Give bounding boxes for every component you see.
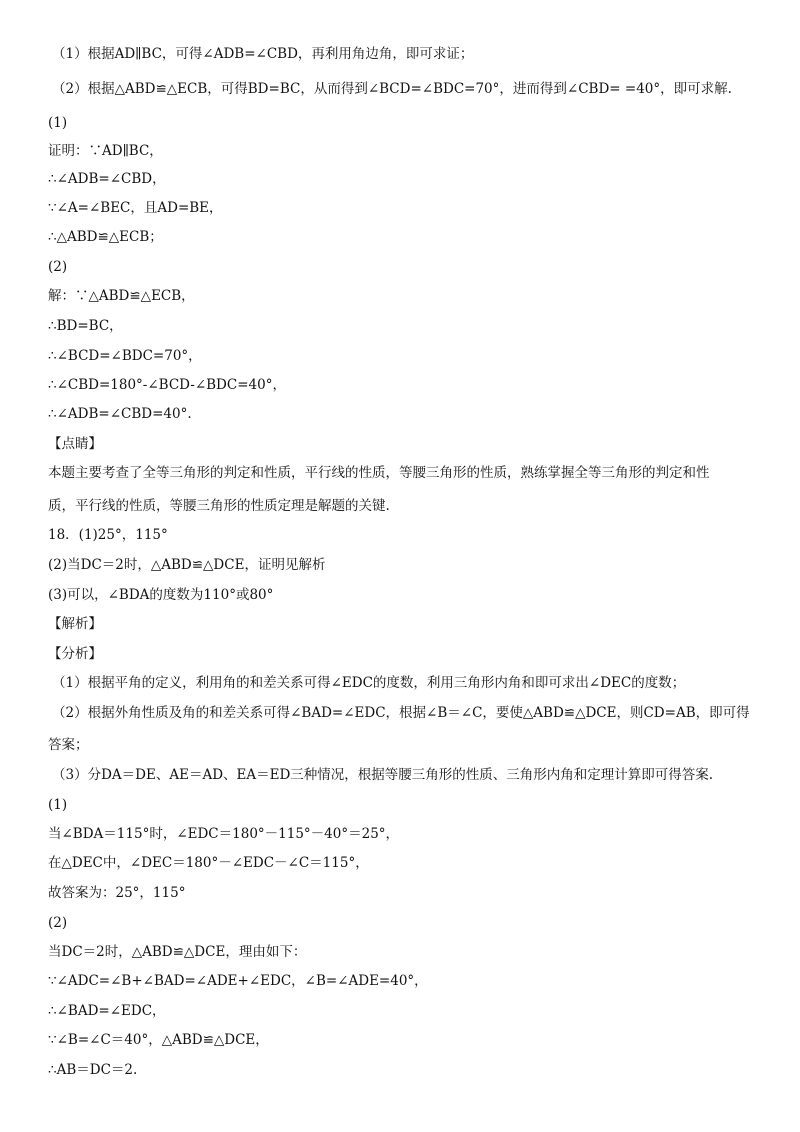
solution-line: ∴∠CBD=180°-∠BCD-∠BDC=40°，: [48, 377, 286, 393]
answer-18-part-3: (3)可以，∠BDA的度数为110°或80°: [48, 587, 274, 603]
proof-line: ∵∠A=∠BEC，且AD=BE，: [48, 200, 223, 216]
analysis-step-1: （1）根据平角的定义，利用角的和差关系可得∠EDC的度数，利用三角形内角和即可求出∠DEC的度数；: [52, 675, 686, 691]
solution-line: ∵∠B=∠C＝40°，△ABD≌△DCE，: [48, 1032, 269, 1048]
part-2-heading: (2): [48, 915, 68, 931]
solution-line: 当DC＝2时，△ABD≌△DCE，理由如下：: [48, 944, 307, 960]
solution-line: ∵∠ADC=∠B+∠BAD=∠ADE+∠EDC，∠B=∠ADE=40°，: [48, 973, 428, 989]
solution-line: ∴∠BAD=∠EDC，: [48, 1003, 166, 1019]
analysis-step-3: （3）分DA＝DE、AE＝AD、EA＝ED三种情况，根据等腰三角形的性质、三角形内角和定理计算即可得答案.: [52, 767, 714, 783]
comment-text: 本题主要考查了全等三角形的判定和性质，平行线的性质，等腰三角形的性质，熟练掌握全等三角形的判定和性: [48, 465, 710, 481]
proof-line: 证明：∵AD∥BC，: [48, 143, 163, 159]
comment-text: 质，平行线的性质，等腰三角形的性质定理是解题的关键.: [48, 498, 390, 514]
solution-line: 解：∵△ABD≌△ECB，: [48, 288, 195, 304]
solution-line: ∴AB＝DC＝2.: [48, 1062, 138, 1078]
answer-18-part-1: 18．(1)25°，115°: [48, 527, 168, 543]
solution-line: ∴BD=BC，: [48, 318, 123, 334]
analysis-heading: 【分析】: [48, 646, 102, 662]
solution-line: 故答案为：25°，115°: [48, 885, 186, 901]
analysis-step-2-continued: 答案；: [48, 737, 89, 753]
explanation-heading: 【解析】: [48, 616, 102, 632]
part-1-heading: (1): [48, 115, 68, 131]
analysis-step-2: （2）根据△ABD≌△ECB，可得BD=BC，从而得到∠BCD=∠BDC=70°，进而得到∠CBD= =40°，即可求解.: [52, 81, 732, 97]
solution-line: ∴∠BCD=∠BDC=70°，: [48, 348, 202, 364]
solution-line: 当∠BDA＝115°时，∠EDC＝180°－115°－40°＝25°，: [48, 826, 400, 842]
part-2-heading: (2): [48, 259, 68, 275]
analysis-step-1: （1）根据AD∥BC，可得∠ADB=∠CBD，再利用角边角，即可求证；: [52, 46, 474, 62]
comment-heading: 【点睛】: [48, 436, 102, 452]
analysis-step-2: （2）根据外角性质及角的和差关系可得∠BAD=∠EDC，根据∠B＝∠C，要使△ABD≌△DCE，则CD=AB，即可得: [52, 705, 750, 721]
solution-line: ∴∠ADB=∠CBD=40°.: [48, 406, 192, 422]
part-1-heading: (1): [48, 797, 68, 813]
answer-18-part-2: (2)当DC＝2时，△ABD≌△DCE，证明见解析: [48, 557, 326, 573]
proof-line: ∴∠ADB=∠CBD，: [48, 171, 166, 187]
solution-line: 在△DEC中，∠DEC＝180°－∠EDC－∠C＝115°，: [48, 855, 369, 871]
proof-line: ∴△ABD≌△ECB；: [48, 229, 163, 245]
